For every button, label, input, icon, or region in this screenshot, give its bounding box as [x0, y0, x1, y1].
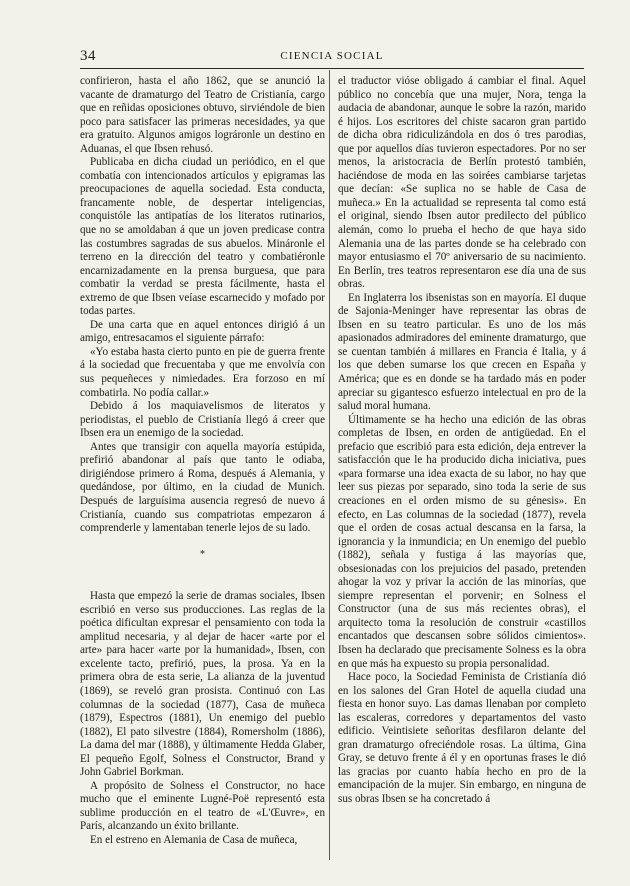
paragraph: confirieron, hasta el año 1862, que se anunció la vacante de dramaturgo del Teatro de Cristianía, cargo que en reñidas oposiciones obtuvo, sirviéndole de bien poco para satisfacer las primeras necesidades, ya que era gratuito. Algunos amigos lográronle un destino en Aduanas, el que Ibsen rehusó.: [80, 75, 325, 155]
page-number: 34: [80, 48, 96, 64]
paragraph: Hace poco, la Sociedad Feminista de Cristianía dió en los salones del Gran Hotel de aquella ciudad una fiesta en honor suyo. Las damas llenaban por completo las escaleras, corredores y departamentos del vasto edificio. Veintisiete señoritas desfilaron delante del gran dramaturgo ofreciéndole rosas. La última, Gina Gray, se detuvo frente á él y en oportunas frases le dió las gracias por cuanto había hecho en pro de la emancipación de la mujer. Sin embargo, en ninguna de sus obras Ibsen se ha concretado á: [338, 671, 586, 805]
paragraph: Publicaba en dicha ciudad un periódico, en el que combatía con intencionados artículos y epigramas las preocupaciones de aquella sociedad. Esta conducta, francamente noble, de despertar inteligencias, conquistóle las antipatías de los literatos rutinarios, que no se amoldaban á que un joven predicase contra las costumbres sagradas de sus abuelos. Mináronle el terreno en la dirección del teatro y combatiéronle encarnizadamente en la prensa burguesa, que para combatir la verdad se presta fácilmente, hasta el extremo de que Ibsen veíase escarnecido y mofado por todas partes.: [80, 156, 325, 318]
paragraph: Últimamente se ha hecho una edición de las obras completas de Ibsen, en orden de antigüedad. En el prefacio que escribió para esta edición, deja entrever la satisfacción que le ha producido dicha iniciativa, pues «para formarse una idea exacta de su labor, no hay que leer sus piezas por separado, sino toda la serie de sus creaciones en el orden mismo de su génesis». En efecto, en Las columnas de la sociedad (1877), revela que el orden de cosas actual descansa en la farsa, la ignorancia y la inmundicia; en Un enemigo del pueblo (1882), señala y fustiga á las mayorías que, obsesionadas con los prejuicios del pasado, pretenden ahogar la voz y privar la acción de las minorías, que siempre representan el porvenir; en Solness el Constructor (una de sus más recientes obras), el arquitecto toma la resolución de construir «castillos encantados que descansen sobre sólidos cimientos». Ibsen ha declarado que precisamente Solness es la obra en que más ha expuesto su propia personalidad.: [338, 413, 586, 670]
right-column: [338, 75, 586, 807]
paragraph: «Yo estaba hasta cierto punto en pie de guerra frente á la sociedad que frecuentaba y que me envolvía con sus pequeñeces y nimiedades. Era forzoso en mí combatirla. No podía callar.»: [80, 345, 325, 399]
section-separator: *: [200, 548, 205, 560]
left-column: [80, 75, 325, 848]
paragraph: En el estreno en Alemania de Casa de muñeca,: [90, 833, 298, 846]
column-divider: [329, 70, 330, 860]
running-title: CIENCIA SOCIAL: [280, 50, 384, 62]
page-header: [80, 48, 584, 69]
paragraph: De una carta que en aquel entonces dirigió á un amigo, entresacamos el siguiente párrafo:: [80, 318, 325, 345]
paragraph: En Inglaterra los ibsenistas son en mayoría. El duque de Sajonia-Meninger have representar las obras de Ibsen en su teatro particular. Es uno de los más apasionados admiradores del eminente dramaturgo, que se cuentan también á millares en Francia é Italia, y á los que deben sumarse los que crecen en España y América; que es en donde se ha tardado más en poder apreciar su gigantesco esfuerzo intelectual en pro de la salud moral humana.: [338, 291, 586, 413]
paragraph: el traductor vióse obligado á cambiar el final. Aquel público no concebía que una mujer, Nora, tenga la audacia de abandonar, aunque le sobre la razón, marido é hijos. Los escritores del chiste sacaron gran partido de dicha obra ridiculizándola en dos ó tres parodias, que por aquellos días tuvieron espectadores. Por no ser menos, la aristocracia de Berlín protestó también, haciéndose de moda en las soirées cambiarse tarjetas que decían: «Se suplica no se hable de Casa de muñeca.» En la actualidad se representa tal como está el original, siendo Ibsen autor predilecto del público alemán, como lo prueba el hecho de que haya sido Alemania una de las partes donde se ha celebrado con mayor entusiasmo el 70º aniversario de su nacimiento. En Berlín, tres teatros representaron ese día una de sus obras.: [338, 75, 586, 291]
paragraph: A propósito de Solness el Constructor, no hace mucho que el eminente Lugné-Poë representó esta sublime producción en el teatro de «L'Œuvre», en París, alcanzando un éxito brillante.: [80, 779, 325, 833]
paragraph: Debido á los maquiavelismos de literatos y periodistas, el pueblo de Cristianía llegó á creer que Ibsen era un enemigo de la sociedad.: [80, 400, 325, 440]
paragraph: Antes que transigir con aquella mayoría estúpida, prefirió abandonar al país que tanto le odiaba, dirigiéndose primero á Roma, después á Alemania, y quedándose, por último, en la ciudad de Munich. Después de larguísima ausencia regresó de nuevo á Cristianía, cuando sus compatriotas empezaron á comprenderle y lamentaban tenerle lejos de su lado.: [80, 440, 325, 535]
paragraph: Hasta que empezó la serie de dramas sociales, Ibsen escribió en verso sus producciones. Las reglas de la poética dificultan expresar el pensamiento con toda la amplitud necesaria, y al dejar de hacer «arte por el arte» para hacer «arte por la humanidad», Ibsen, con excelente tacto, prefirió, pues, la prosa. Ya en la primera obra de esta serie, La alianza de la juventud (1869), se reveló gran prosista. Continuó con Las columnas de la sociedad (1877), Casa de muñeca (1879), Espectros (1881), Un enemigo del pueblo (1882), El pato silvestre (1884), Romersholm (1886), La dama del mar (1888), y últimamente Hedda Glaber, El pequeño Egolf, Solness el Constructor, Brand y John Gabriel Borkman.: [80, 590, 325, 779]
